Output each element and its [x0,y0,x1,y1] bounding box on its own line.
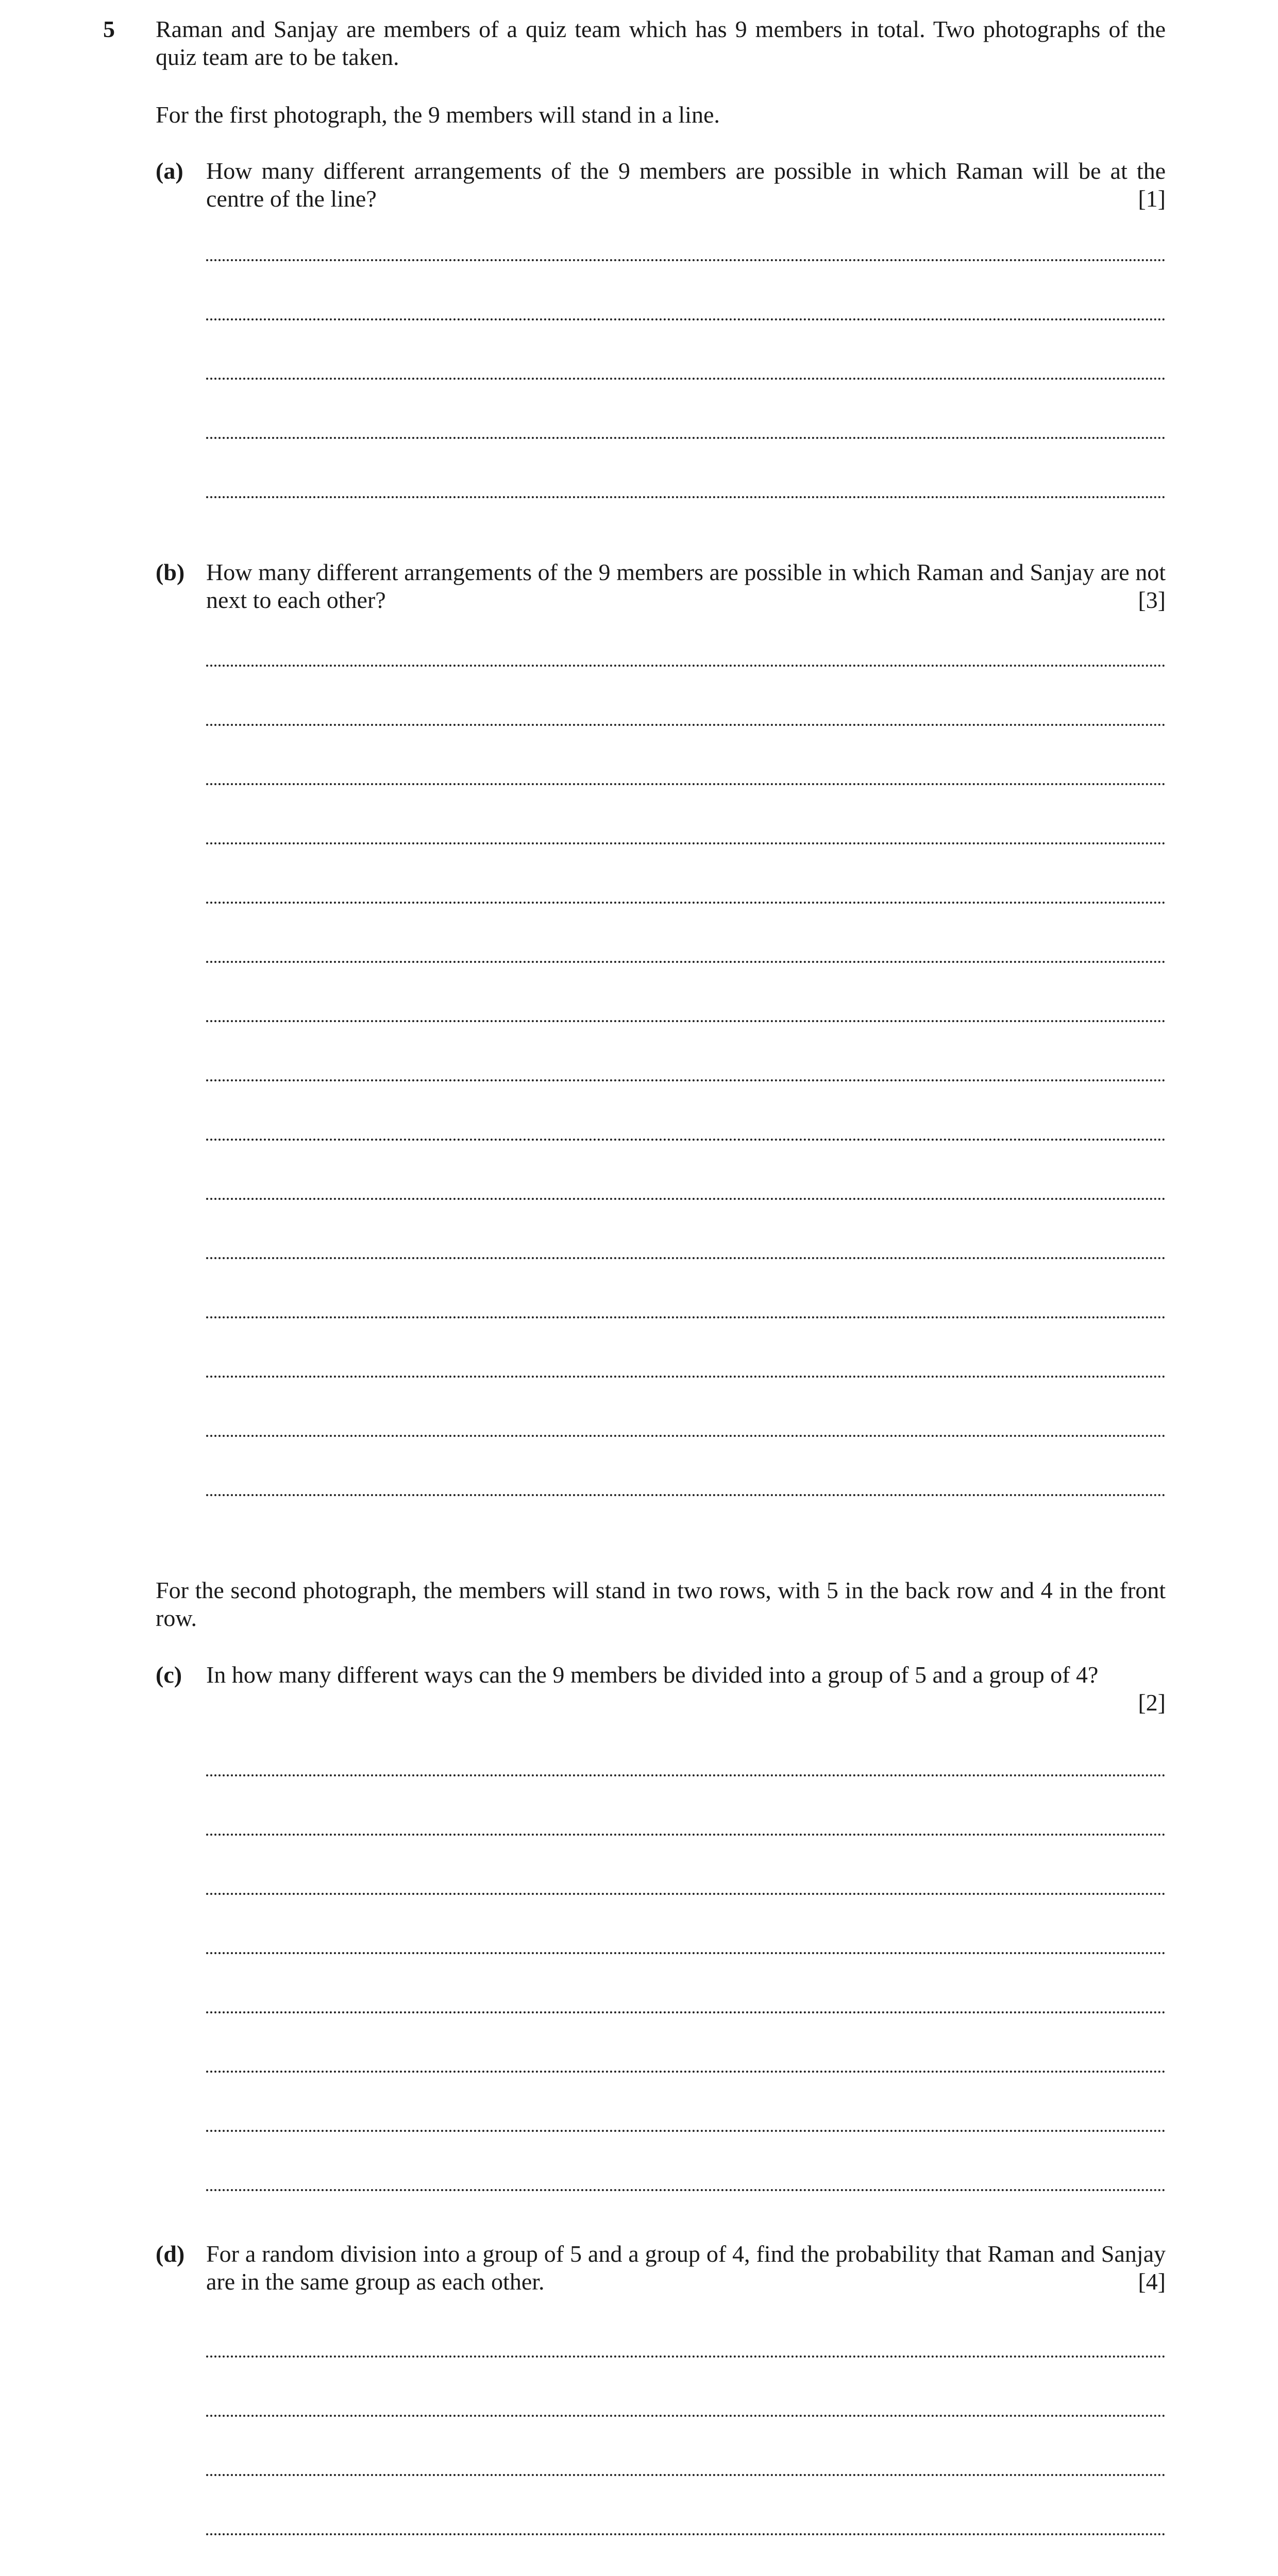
answer-line[interactable] [206,783,1166,785]
part-a-text: How many different arrangements of the 9 members are possible in which Raman will be at the centre of the line? [206,158,1166,212]
answer-line[interactable] [206,1198,1166,1200]
answer-line[interactable] [206,1079,1166,1081]
answer-line[interactable] [206,1376,1166,1378]
answer-line[interactable] [206,1020,1166,1022]
part-b-text: How many different arrangements of the 9 members are possible in which Raman and Sanjay are not next to each other? [206,559,1166,613]
part-c-text: In how many different ways can the 9 members be divided into a group of 5 and a group of 4? [206,1662,1099,1688]
part-c-label: (c) [156,1662,182,1688]
answer-line[interactable] [206,2011,1166,2013]
part-b-label: (b) [156,559,185,585]
answer-line[interactable] [206,2474,1166,2476]
answer-line[interactable] [206,1952,1166,1954]
second-photo-text: For the second photograph, the members will stand in two rows, with 5 in the back row and 4 in the front row. [156,1577,1166,1631]
answer-line[interactable] [206,259,1166,261]
answer-line[interactable] [206,2189,1166,2191]
answer-line[interactable] [206,902,1166,904]
answer-line[interactable] [206,318,1166,320]
question-number: 5 [103,16,115,42]
answer-line[interactable] [206,1257,1166,1259]
answer-line[interactable] [206,2533,1166,2535]
answer-line[interactable] [206,2071,1166,2073]
part-a-marks: [1] [1138,185,1166,212]
part-d-text: For a random division into a group of 5 and a group of 4, find the probability that Raman and Sanjay are in the same group as each other. [206,2241,1166,2295]
answer-line[interactable] [206,1494,1166,1496]
answer-line[interactable] [206,496,1166,498]
answer-line[interactable] [206,1139,1166,1141]
part-b-marks: [3] [1138,587,1166,613]
answer-line[interactable] [206,665,1166,667]
answer-line[interactable] [206,724,1166,726]
answer-line[interactable] [206,1435,1166,1437]
answer-line[interactable] [206,842,1166,844]
question-intro: Raman and Sanjay are members of a quiz team which has 9 members in total. Two photographs of the quiz team are to be taken. [156,16,1166,70]
answer-line[interactable] [206,1893,1166,1895]
answer-line[interactable] [206,437,1166,439]
first-photo-text: For the first photograph, the 9 members will stand in a line. [156,101,720,128]
part-d-marks: [4] [1138,2268,1166,2295]
part-d-label: (d) [156,2241,185,2267]
part-c-marks: [2] [1138,1689,1166,1716]
answer-line[interactable] [206,2355,1166,2358]
answer-line[interactable] [206,378,1166,380]
answer-line[interactable] [206,1316,1166,1318]
answer-line[interactable] [206,1774,1166,1776]
answer-line[interactable] [206,1834,1166,1836]
answer-line[interactable] [206,2415,1166,2417]
answer-line[interactable] [206,2130,1166,2132]
answer-line[interactable] [206,961,1166,963]
part-a-label: (a) [156,158,183,184]
